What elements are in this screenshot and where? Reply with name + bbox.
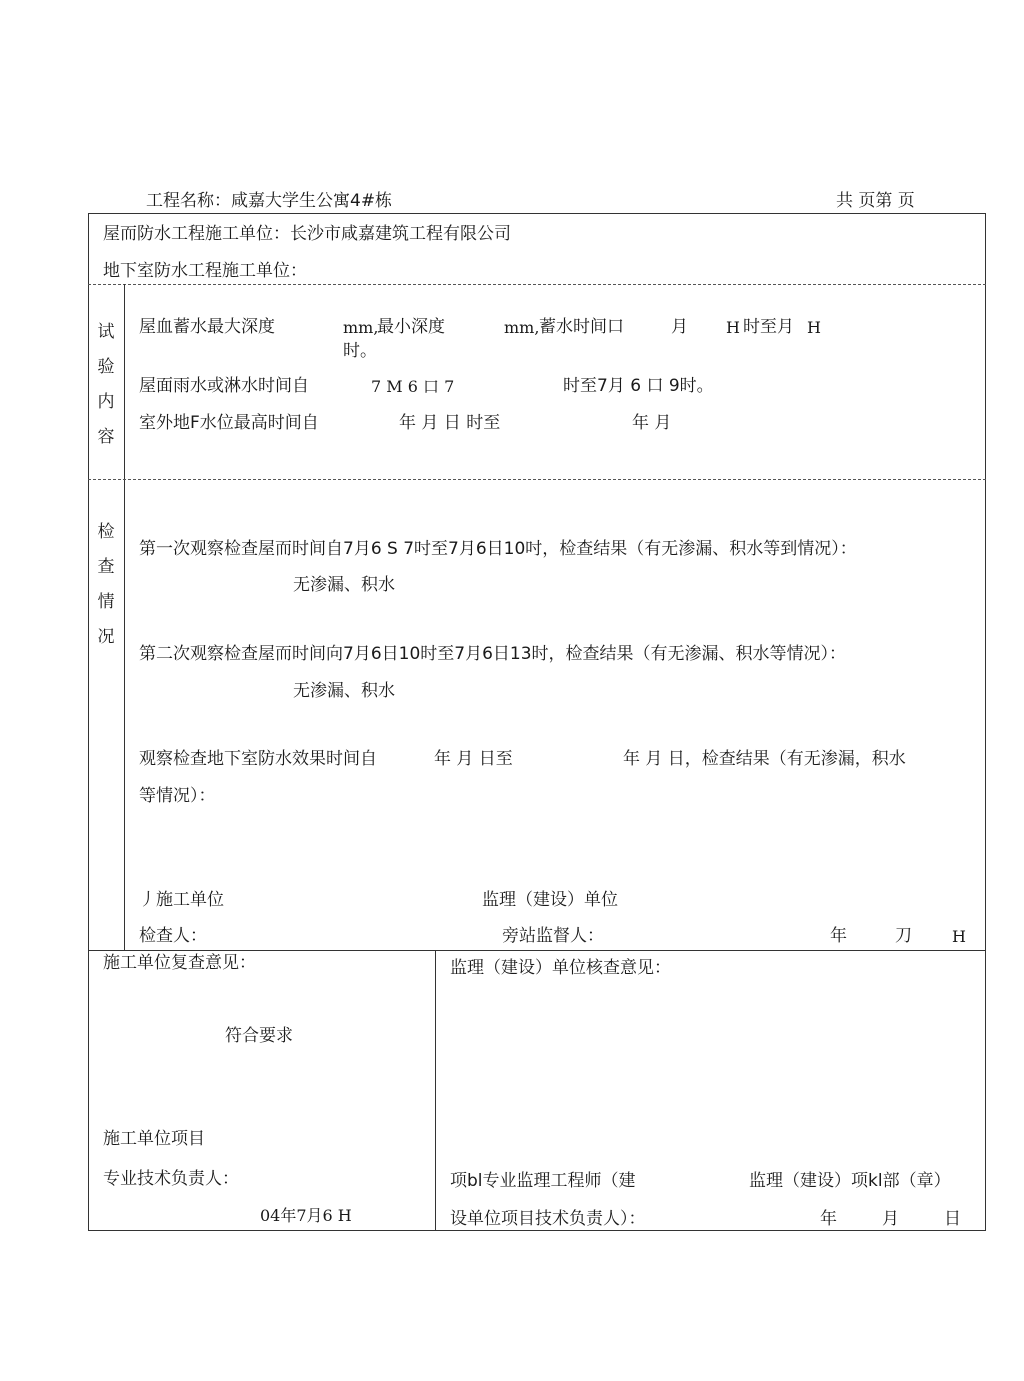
first-observation: 第一次观察检查屋而时间自7月6 S 7吋至7月6日10吋，检查结果（有无渗漏、积水等到情况）： [139, 539, 857, 559]
inspector-label: 检查人： [139, 926, 207, 946]
supervision-unit-label: 监理（建设）单位 [482, 890, 618, 910]
table-top-border [88, 213, 986, 214]
project-name: 工程名称：咸嘉大学生公寓4#栋 [146, 191, 393, 211]
supervision-date-year: 年 [820, 1209, 837, 1229]
groundwater-end: 年 月 [632, 413, 672, 433]
basement-observation-end: 年 月 日，检查结果（有无渗漏，积水 [623, 749, 906, 769]
test-divider [88, 479, 986, 480]
inspection-date-month: 刀 [895, 926, 912, 946]
min-depth-label: 最小深度 [377, 317, 445, 337]
rain-time-start: 7 M 6 口 7 [371, 377, 455, 396]
side-label-divider [124, 284, 125, 950]
rain-time-label: 屋面雨水或淋水时间自 [139, 376, 309, 396]
units-divider [88, 284, 986, 285]
review-column-divider [435, 950, 436, 1230]
roof-unit: 屋而防水工程施工单位：长沙市咸嘉建筑工程有限公司 [103, 224, 511, 244]
table-bottom-border [88, 1230, 986, 1231]
construction-tech-lead-label: 专业技术负责人： [103, 1169, 239, 1189]
construction-review-opinion: 符合要求 [225, 1026, 293, 1046]
second-observation: 第二次观察检查屋而时间向7月6日10时至7月6日13时，检查结果（有无渗漏、积水等情况）： [139, 644, 847, 664]
storage-until-month: 时至月 [743, 317, 794, 337]
second-observation-result: 无渗漏、积水 [293, 681, 395, 701]
storage-month: 月 [671, 317, 688, 337]
inspection-date-year: 年 [830, 926, 847, 946]
site-supervisor-label: 旁站监督人： [502, 926, 604, 946]
page-info: 共 页第 页 [836, 191, 915, 211]
inspection-side-label: 检 查 情 况 [97, 522, 115, 647]
storage-until-h: H [807, 318, 821, 337]
storage-time-label: 蓄水时间口 [539, 317, 624, 337]
basement-observation-result-label: 等情况）： [139, 786, 216, 806]
groundwater-start: 年 月 日 时至 [399, 413, 501, 433]
inspection-date-day: H [952, 927, 966, 946]
table-right-border [985, 213, 986, 1231]
construction-unit-label: 丿施工单位 [139, 890, 224, 910]
supervision-tech-lead-label: 设单位项目技术负责人）： [450, 1209, 646, 1229]
basement-observation-label: 观察检查地下室防水效果时间自 [139, 749, 377, 769]
rain-time-end: 时至7月 6 口 9时。 [563, 376, 714, 396]
table-left-border [88, 213, 89, 1231]
review-divider [88, 950, 986, 951]
construction-project-label: 施工单位项目 [103, 1129, 205, 1149]
basement-observation-start: 年 月 日至 [434, 749, 513, 769]
groundwater-label: 室外地F水位最高时间自 [139, 413, 319, 433]
unit-mm-1: mm, [343, 318, 379, 337]
first-observation-result: 无渗漏、积水 [293, 575, 395, 595]
test-side-label: 试 验 内 容 [97, 322, 115, 447]
storage-hour: 时。 [343, 341, 377, 361]
construction-review-date: 04年7月6 H [260, 1206, 352, 1225]
unit-mm-2: mm, [504, 318, 540, 337]
supervision-engineer-label: 项bl专业监理工程师（建 [450, 1171, 636, 1191]
storage-day-h: H [726, 318, 740, 337]
construction-review-title: 施工单位复查意见： [103, 953, 256, 973]
basement-unit: 地下室防水工程施工单位： [103, 261, 307, 281]
supervision-review-title: 监理（建设）单位核查意见： [450, 958, 671, 978]
supervision-date-month: 月 [882, 1209, 899, 1229]
supervision-date-day: 日 [944, 1209, 961, 1229]
max-depth-label: 屋血蓄水最大深度 [139, 317, 275, 337]
supervision-stamp-label: 监理（建设）项kl部（章） [749, 1171, 951, 1191]
